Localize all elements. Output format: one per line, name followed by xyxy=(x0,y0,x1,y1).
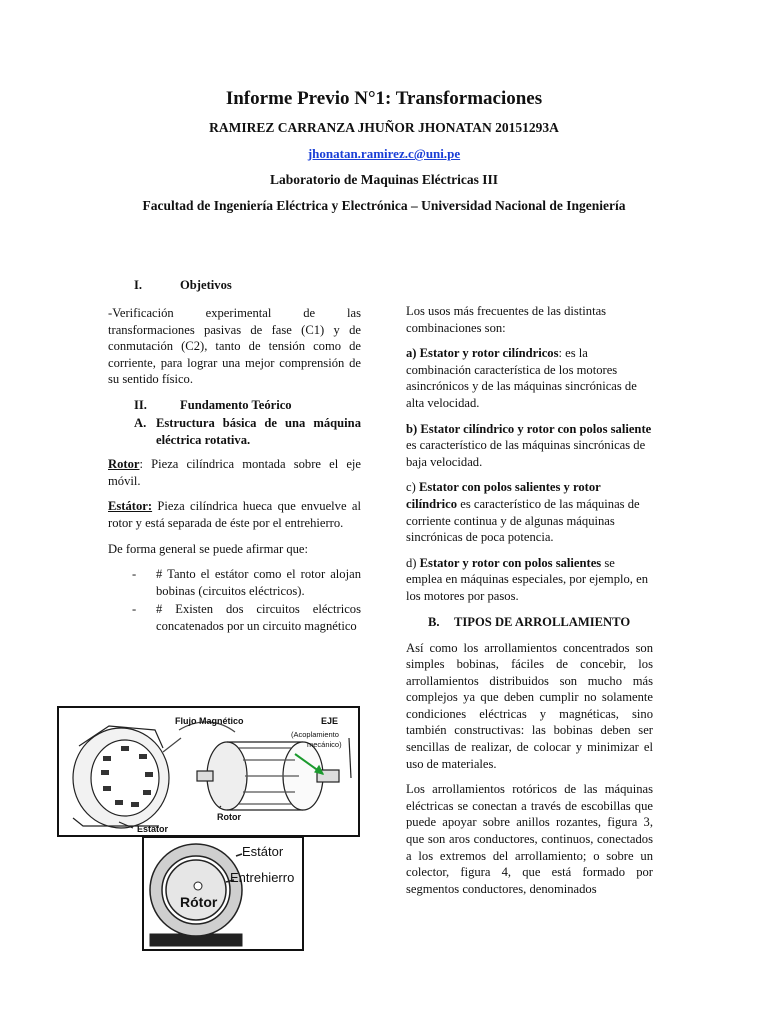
machine-diagram-drawing xyxy=(59,708,358,835)
machine-diagram-figure xyxy=(57,706,360,837)
rotor-term: Rotor xyxy=(108,457,140,472)
estator-text: Pieza cilíndrica hueca que envuelve al rotor y está separada de éste por el entrehierro. xyxy=(108,499,361,530)
list-item xyxy=(108,566,361,599)
combination-c-text: es característico de las máquinas de corriente continua y de algunas máquinas sincrónicas de poca potencia. xyxy=(406,496,640,545)
section-title: Fundamento Teórico xyxy=(180,397,292,412)
general-statement: De forma general se puede afirmar que: xyxy=(108,541,308,556)
combination-c-prefix: c) xyxy=(406,480,419,495)
section-b-heading xyxy=(406,614,653,632)
list-item xyxy=(108,601,361,634)
list-item-text: # Tanto el estátor como el rotor alojan bobinas (circuitos eléctricos). xyxy=(156,567,361,598)
cross-section-figure xyxy=(142,836,304,951)
bullet-mark: - xyxy=(132,602,137,617)
rotor-label: Rótor xyxy=(180,894,218,910)
section-fundamento-heading xyxy=(108,397,361,415)
section-number: B. xyxy=(428,614,440,629)
section-title: Objetivos xyxy=(180,278,232,292)
lab-name: Laboratorio de Maquinas Eléctricas III xyxy=(270,172,498,187)
combination-b xyxy=(406,421,653,471)
combination-b-title: b) Estator cilíndrico y rotor con polos saliente xyxy=(406,421,652,436)
combination-d-prefix: d) xyxy=(406,555,420,570)
combination-d-text: se emplea en máquinas especiales, por ejemplo, en los motores por pasos. xyxy=(406,555,648,603)
author-line: RAMIREZ CARRANZA JHUÑOR JHONATAN 20151293A xyxy=(209,120,559,135)
list-item-text: # Existen dos circuitos eléctricos concatenados por un circuito magnético xyxy=(156,602,361,633)
flujo-label: Flujo Magnético xyxy=(175,716,244,726)
acople-label-line2: mecánico) xyxy=(307,740,342,749)
section-number: II. xyxy=(134,397,147,412)
combination-d xyxy=(406,555,653,605)
estator-label: Estátor xyxy=(242,844,284,859)
arrollamientos-paragraph-1: Así como los arrollamientos concentrados son simples bobinas, fáciles de concebir, los arrollamientos distribuidos son mucho más complejos ya que deben cumplir no solamente condiciones eléctricas y magnéticas, sino también constructivas: las bobinas deben ser sencillas de realizar, de colocar y minimizar el uso de materiales. xyxy=(406,640,653,771)
faculty-name: Facultad de Ingeniería Eléctrica y Electrónica – Universidad Nacional de Ingeniería xyxy=(142,198,626,213)
section-title: TIPOS DE ARROLLAMIENTO xyxy=(454,614,631,629)
combination-a-text: : es la combinación característica de los motores asincrónicos y de las máquinas sincrónicas de alta velocidad. xyxy=(406,346,637,410)
combination-a-title: a) Estator y rotor cilíndricos xyxy=(406,346,559,361)
uses-intro: Los usos más frecuentes de las distintas combinaciones son: xyxy=(406,304,607,335)
eje-label: EJE xyxy=(321,716,339,726)
rotor-definition xyxy=(108,456,361,489)
rotor-label: Rotor xyxy=(217,812,241,822)
entrehierro-label: Entrehierro xyxy=(230,870,295,885)
combination-d-title: Estator y rotor con polos salientes xyxy=(419,555,602,570)
subsection-number: A. xyxy=(134,415,147,430)
objectives-paragraph: -Verificación experimental de las transformaciones pasivas de fase (C1) y de conmutación (C2), tanto de tensión como de corriente, para lograr una mejor comprensión de su sentido físico. xyxy=(108,306,361,387)
arrollamientos-paragraph-2: Los arrollamientos rotóricos de las máquinas eléctricas se conectan a través de escobillas que puede apoyar sobre anillos rozantes, figura 3, que son aros conductores, continuos, conectados a los extremos del arrollamiento; o sobre un colector, figura 4, que está formado por segmentos conductores, denominados xyxy=(406,782,653,896)
acople-label-line1: (Acoplamiento xyxy=(291,730,339,739)
combination-c xyxy=(406,479,653,545)
left-column xyxy=(108,277,361,635)
page-title: Informe Previo N°1: Transformaciones xyxy=(225,88,543,109)
estator-label: Estator xyxy=(137,824,169,834)
section-objetivos-heading xyxy=(108,277,361,295)
estator-definition xyxy=(108,498,361,531)
combination-a xyxy=(406,345,653,411)
subsection-title: Estructura básica de una máquina eléctrica rotativa. xyxy=(156,415,361,447)
bullet-mark: - xyxy=(132,567,137,582)
combination-c-title: Estator con polos salientes y rotor cilíndrico xyxy=(406,480,601,511)
combination-b-text: es característico de las máquinas sincrónicas de baja velocidad. xyxy=(406,438,646,469)
rotor-text: : Pieza cilíndrica montada sobre el eje móvil. xyxy=(108,457,361,488)
email-link[interactable]: jhonatan.ramirez.c@uni.pe xyxy=(307,146,461,161)
section-number: I. xyxy=(134,278,143,292)
right-column xyxy=(406,303,653,906)
subsection-a-heading xyxy=(108,415,361,448)
estator-term: Estátor: xyxy=(108,499,153,514)
